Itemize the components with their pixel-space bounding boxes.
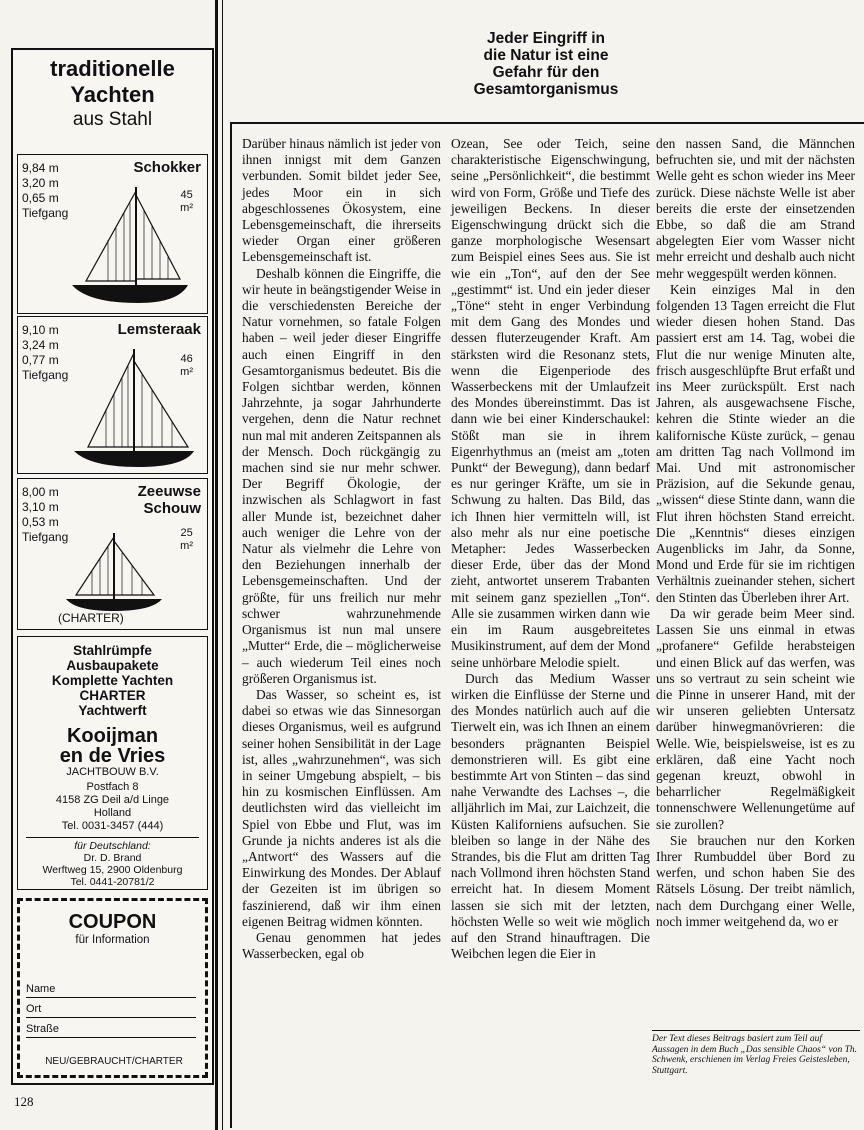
brand-line-1: traditionelle — [50, 56, 175, 81]
paragraph: Sie brauchen nur den Korken Ihrer Rumbuddel über Bord zu werfen, und schon haben Sie des Rätsels Lösung. Der treibt nämlich, nach dem Durchgang einer Welle, noch immer weitgehend da, wo er — [656, 832, 855, 929]
text-column-2 — [451, 136, 650, 962]
company-subtitle: JACHTBOUW B.V. — [66, 766, 159, 778]
sailboat-illustration — [68, 185, 198, 310]
sail-area: 25 m² — [180, 527, 193, 552]
boat-name: Schokker — [133, 159, 201, 176]
coupon-city-field[interactable]: Ort — [26, 1003, 196, 1018]
page-divider-rule-thin — [222, 0, 223, 1130]
sailboat-illustration — [68, 347, 202, 471]
coupon-street-field[interactable]: Straße — [26, 1023, 196, 1038]
boat-name: Zeeuwse Schouw — [137, 483, 201, 517]
sailboat-illustration — [58, 531, 168, 615]
ad-brand — [17, 56, 208, 132]
article-body — [230, 122, 864, 1128]
paragraph: Genau genommen hat jedes Wasserbecken, egal ob — [242, 929, 441, 962]
boat-lemsteraak — [17, 316, 208, 474]
paragraph: Deshalb können die Eingriffe, die wir heute in beängstigender Weise in die verschiedensten Bereiche der Natur vornehmen, so fatale Folgen haben – weil jeder dieser Eingriffe auch einen Eingriff in den Gesamtorganismus bedeutet. Bis die Folgen sichtbar werden, können Jahrzehnte, ja sogar Jahrhunderte vergehen, denn die Natur rechnet nun mal mit anderen Zeitspannen als der Mensch. Doch rückgängig zu machen sind sie nur mehr schwer. Der Begriff Ökologie, der inzwischen als Schlagwort in fast aller Munde ist, bezeichnet daher auch weniger die Lehre von der Natur als vielmehr die Lehre von den Beziehungen innerhalb der Lebensgemeinschaften. Und der größte, für uns freilich nur mehr schwer wahrzunehmende Organismus ist nun mal unsere „Mutter“ Erde, die – möglicherweise – auch wiederum Teil eines noch größeren Organismus ist. — [242, 265, 441, 686]
boat-schokker — [17, 154, 208, 314]
offer-list: Stahlrümpfe Ausbaupakete Komplette Yachten CHARTER Yachtwerft — [51, 643, 174, 718]
sail-area: 46 m² — [180, 353, 193, 378]
source-footnote: Der Text dieses Beitrags basiert zum Teil auf Aussagen in dem Buch „Das sensible Chaos“ von Th. Schwenk, erschienen im Verlag Freies Geistesleben, Stuttgart. — [652, 1030, 860, 1076]
yacht-advertisement — [11, 48, 214, 1085]
boat-specs: 9,10 m 3,24 m 0,77 m Tiefgang — [22, 323, 69, 382]
brand-line-2: Yachten — [70, 82, 155, 107]
text-column-1 — [242, 136, 441, 962]
boat-specs: 9,84 m 3,20 m 0,65 m Tiefgang — [22, 161, 69, 220]
paragraph: Da wir gerade beim Meer sind. Lassen Sie uns einmal in etwas „profanere“ Gefilde herabsteigen und einen Blick auf das werfen, was uns so vertraut zu sein scheint wie die Pinne in unserer Hand, mit der wir unseren geliebten Untersatz darüber hinwegmanövrieren: die Welle. Wie, beispielsweise, ist es zu erklären, daß eine Yacht noch gegenan kreuzt, obwohl in beharrlicher Regelmäßigkeit tonnenschwere Wellenungetüme auf sie zurollen? — [656, 605, 855, 832]
brand-line-3: aus Stahl — [72, 109, 153, 130]
coupon-name-field[interactable]: Name — [26, 983, 196, 998]
shipyard-info — [17, 636, 208, 890]
boat-zeeuwse-schouw — [17, 478, 208, 630]
paragraph: Ozean, See oder Teich, seine charakteristische Eigenschwingung, seine „Persönlichkeit“, die bestimmt wird von Form, Größe und Tiefe des jeweiligen Beckens. In dieser Eigenschwingung drückt sich die ganze morphologische Wesensart zum Beispiel eines Sees aus. Sie ist wie ein „Ton“, auf den der See „gestimmt“ ist. Und ein jeder dieser „Töne“ steht in enger Verbindung mit dem Gang des Mondes und dessen fluterzeugender Kraft. Am stärksten wird die Resonanz stets, wenn die Eigenperiode des Wasserbeckens mit der Umlaufzeit des Mondes übereinstimmt. Das ist dann wie bei einer Kinderschaukel: Stößt man sie in ihrem Eigenrhythmus an (meist am „toten Punkt“ der Bewegung), dann bedarf es nur geringer Kräfte, um sie in Schwung zu halten. Das Bild, das ich Ihnen hier vermitteln will, ist also mehr als nur eine poetische Metapher: Jedes Wasserbecken dieser Erde, über das der Mond zieht, antwortet unserem Trabanten mit seinem ganz speziellen „Ton“. Alle sie zusammen wirken dann wie ein im Raum ausgebreitetes Musikinstrument, auf dem der Mond seine unhörbare Melodie spielt. — [451, 136, 650, 670]
info-coupon[interactable] — [17, 898, 208, 1078]
germany-contact: für Deutschland: Dr. D. Brand Werftweg 15, 2900 Oldenburg Tel. 0441-20781/2 — [42, 840, 183, 888]
paragraph: den nassen Sand, die Männchen befruchten sie, und mit der nächsten Welle geht es schon wieder ins Meer zurück. Diese nächste Welle ist aber bereits die erste der einsetzenden Ebbe, so daß die am Strand abgelegten Eier vom Wasser nicht mehr erreicht und deshalb auch nicht mehr weggespült werden können. — [656, 136, 855, 281]
text-column-3 — [656, 136, 855, 930]
coupon-footer: NEU/GEBRAUCHT/CHARTER — [45, 1056, 183, 1067]
page-number: 128 — [14, 1094, 34, 1109]
paragraph: Kein einziges Mal in den folgenden 13 Tagen erreicht die Flut wieder diesen hohen Stand. Das passiert erst am 14. Tag, wobei die Flut die nur wenige Minuten alte, frisch ausgeschlüpfte Brut erfaßt und ins Meer zurückspült. Erst nach Jahren, als ausgewachsene Fische, kehren die Stinte wieder an die kalifornische Küste zurück, – genau am dritten Tag nach Vollmond im Mai. Und mit astronomischer Präzision, auf die Sekunde genau, „wissen“ diese Stinte dann, wann die Flut ihren höchsten Stand erreicht. Die „Kenntnis“ dieses einzigen Augenblicks im Jahr, da Sonne, Mond und Erde für sie im richtigen Verhältnis zueinander stehen, sichert den Stinten das Überleben ihrer Art. — [656, 281, 855, 605]
charter-label: (CHARTER) — [58, 611, 124, 625]
company-name: Kooijman en de Vries — [59, 725, 166, 767]
paragraph: Das Wasser, so scheint es, ist dabei so etwas wie das Sinnesorgan dieses Organismus, weil es aufgrund seiner hohen Sensibilität in der Lage ist, alles „wahrzunehmen“, was sich in seiner Umgebung abspielt, – bis hin zu kosmischen Einflüssen. Am deutlichsten wird das vielleicht im Spiel von Ebbe und Flut, was im Grunde ja nichts anderes ist als die „Antwort“ des Wassers auf die Einwirkung des Mondes. Der Ablauf der Gezeiten ist im übrigen so faszinierend, daß wir ihm einen eigenen Beitrag widmen könnten. — [242, 686, 441, 929]
company-address: Postfach 8 4158 ZG Deil a/d Linge Holland Tel. 0031-3457 (444) — [55, 781, 170, 832]
boat-name: Lemsteraak — [117, 321, 201, 338]
paragraph: Durch das Medium Wasser wirken die Einflüsse der Sterne und des Mondes natürlich auch auf die Tierwelt ein, was ich Ihnen an einem besonders prägnanten Beispiel demonstrieren will. Es gibt eine bestimmte Art von Stinten – das sind nahe Verwandte des Lachses –, die alljährlich im Mai, zur Laichzeit, die Küsten Kaliforniens aufsuchen. Sie bleiben so lange in der Nähe des Strandes, bis die Flut am dritten Tag nach Vollmond ihren höchsten Stand erreicht hat. In diesem Moment lassen sie sich mit der letzten, höchsten Welle so weit wie möglich auf den Strand hinauftragen. Die Weibchen legen die Eier in — [451, 670, 650, 962]
coupon-title: COUPON — [68, 911, 157, 933]
boat-specs: 8,00 m 3,10 m 0,53 m Tiefgang — [22, 485, 69, 544]
divider — [26, 837, 199, 838]
article-headline: Jeder Eingriff in die Natur ist eine Gefahr für den Gesamtorganismus — [473, 30, 619, 98]
page-divider-rule — [215, 0, 218, 1130]
coupon-subtitle: für Information — [75, 934, 150, 946]
sail-area: 45 m² — [180, 189, 193, 214]
paragraph: Darüber hinaus nämlich ist jeder von ihnen innigst mit dem Ganzen verbunden. Somit bildet jeder See, jedes Moor ein in sich abgeschlossenes Ökosystem, eine Lebensgemeinschaft, die ihrerseits wieder Organ einer größeren Lebensgemeinschaft ist. — [242, 136, 441, 265]
